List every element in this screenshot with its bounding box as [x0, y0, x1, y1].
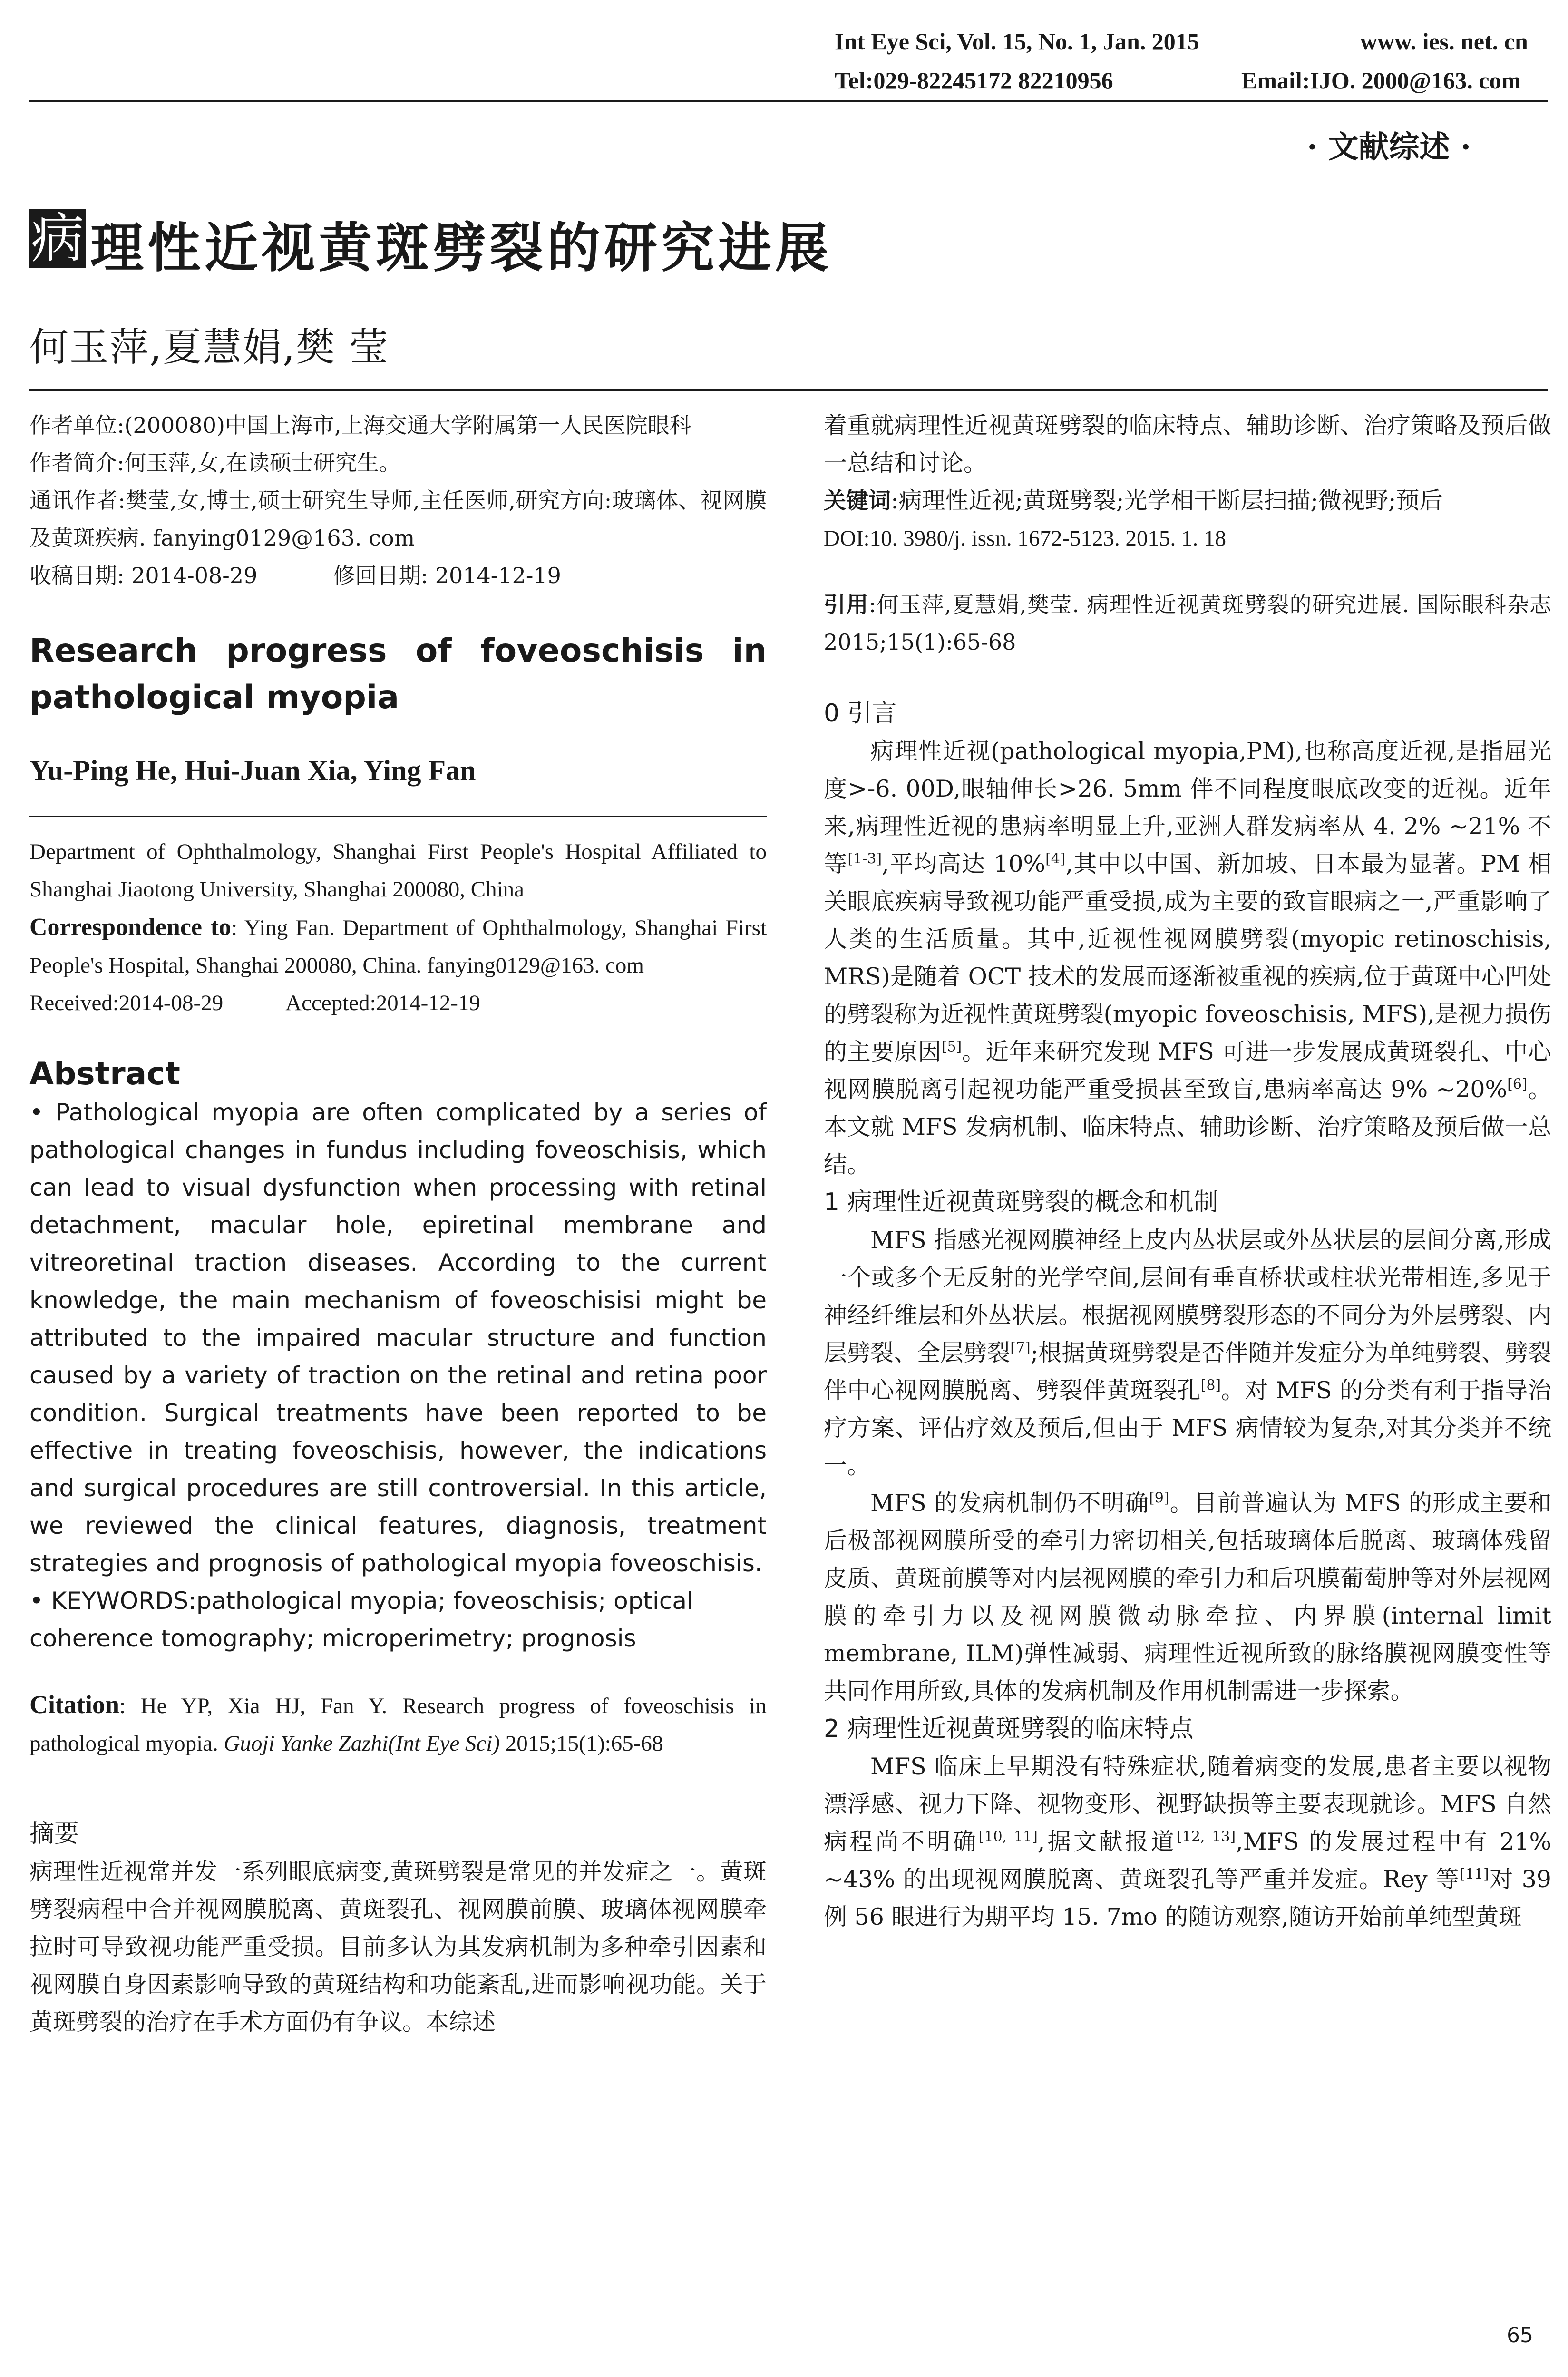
title-rule	[29, 389, 1548, 391]
received-cn: 收稿日期: 2014-08-29	[29, 563, 258, 588]
cite-cn-label: 引用	[824, 592, 869, 617]
en-correspondence	[29, 908, 767, 984]
dates-cn	[29, 557, 767, 594]
page-number: 65	[1507, 2323, 1533, 2348]
keywords-en: • KEYWORDS:pathological myopia; foveoschisis; optical coherence tomography; microperimetry; prognosis	[29, 1587, 693, 1652]
revised-cn: 修回日期: 2014-12-19	[333, 563, 561, 588]
citation-ref: [1-3]	[847, 850, 882, 867]
en-corr-text: : Ying Fan. Department of Ophthalmology, Shanghai First People's Hospital, Shanghai 200080, China. fanying0129@163. com	[29, 916, 767, 978]
en-dates	[29, 984, 767, 1022]
journal-info: Int Eye Sci, Vol. 15, No. 1, Jan. 2015	[835, 28, 1199, 55]
en-authors: Yu-Ping He, Hui-Juan Xia, Ying Fan	[29, 755, 476, 786]
text-run: 。目前普遍认为 MFS 的形成主要和后极部视网膜所受的牵引力密切相关,包括玻璃体后脱离、玻璃体残留皮质、黄斑前膜等对内层视网膜的牵引力和后巩膜葡萄肿等对外层视网膜的牵引力以及视网膜微动脉牵拉、内界膜(internal limit membrane, ILM)弹性减弱、病理性近视所致的脉络膜视网膜变性等共同作用所致,具体的发病机制及作用机制需进一步探索。	[824, 1490, 1551, 1705]
text-run: ,MFS 的发展过程中有 21% ~43% 的出现视网膜脱离、黄斑裂孔等严重并发症。Rey 等	[824, 1828, 1552, 1893]
journal-tel: Tel:029-82245172 82210956	[835, 67, 1113, 94]
doi: DOI:10. 3980/j. issn. 1672-5123. 2015. 1. 18	[824, 526, 1226, 551]
abstract-cn-left: 病理性近视常并发一系列眼底病变,黄斑劈裂是常见的并发症之一。黄斑劈裂病程中合并视网膜脱离、黄斑裂孔、视网膜前膜、玻璃体视网膜牵拉时可导致视功能严重受损。目前多认为其发病机制为多种牵引因素和视网膜自身因素影响导致的黄斑结构和功能紊乱,进而影响视功能。关于黄斑劈裂的治疗在手术方面仍有争议。本综述	[29, 1858, 767, 2036]
header-rule	[29, 100, 1548, 102]
journal-email: Email:IJO. 2000@163. com	[1241, 67, 1521, 94]
citation-ref: [9]	[1149, 1490, 1169, 1507]
left-column	[29, 407, 767, 2041]
text-run: ;根据黄斑劈裂是否伴随并发症分为单纯劈裂、劈裂伴中心视网膜脱离、劈裂伴黄斑裂孔	[824, 1339, 1551, 1404]
section-0-heading: 0 引言	[824, 699, 897, 728]
citation-ref: [12, 13]	[1177, 1828, 1236, 1845]
keywords-cn-label: 关键词	[824, 488, 891, 514]
section-1-heading: 1 病理性近视黄斑劈裂的概念和机制	[824, 1188, 1218, 1217]
en-corr-label: Correspondence to	[29, 914, 232, 941]
keywords-cn	[824, 482, 1551, 520]
title-initial: 病	[29, 209, 86, 268]
text-run: MFS 的发病机制仍不明确	[870, 1490, 1149, 1517]
right-column	[824, 407, 1551, 1936]
page-title: 理性近视黄斑劈裂的研究进展	[90, 217, 832, 279]
en-accepted: Accepted:2014-12-19	[285, 991, 480, 1015]
section-2-para	[824, 1748, 1551, 1936]
text-run: MFS 指感光视网膜神经上皮内丛状层或外丛状层的层间分离,形成一个或多个无反射的光学空间,层间有垂直桥状或柱状光带相连,多见于神经纤维层和外丛状层。根据视网膜劈裂形态的不同分为外层劈裂、内层劈裂、全层劈裂	[824, 1227, 1551, 1366]
en-authors-rule	[29, 816, 767, 817]
citation-text: : He YP, Xia HJ, Fan Y. Research progress of foveoschisis in pathological myopia.	[29, 1694, 767, 1756]
text-run: ,据文献报道	[1037, 1828, 1177, 1855]
journal-website: www. ies. net. cn	[1360, 28, 1528, 55]
text-run: 。近年来研究发现 MFS 可进一步发展成黄斑裂孔、中心视网膜脱离引起视功能严重受损甚至致盲,患病率高达 9% ~20%	[824, 1038, 1551, 1103]
section-0-para	[824, 732, 1551, 1183]
text-run: 对 39 例 56 眼进行为期平均 15. 7mo 的随访观察,随访开始前单纯型黄斑	[824, 1866, 1551, 1930]
en-affiliation: Department of Ophthalmology, Shanghai First People's Hospital Affiliated to Shanghai Jiaotong University, Shanghai 200080, China	[29, 839, 767, 902]
text-run: 。对 MFS 的分类有利于指导治疗方案、评估疗效及预后,但由于 MFS 病情较为复杂,对其分类并不统一。	[824, 1377, 1551, 1479]
abstract-en: • Pathological myopia are often complicated by a series of pathological changes in fundus including foveoschisis, which can lead to visual dysfunction when processing with retinal detachment, macular hole, epiretinal membrane and vitreoretinal traction diseases. According to the current knowledge, the main mechanism of foveoschisisi might be attributed to the impaired macular structure and function caused by a variety of traction on the retinal and retina poor condition. Surgical treatments have been reported to be effective in treating foveoschisis, however, the indications and surgical procedures are still controversial. In this article, we reviewed the clinical features, diagnosis, treatment strategies and prognosis of pathological myopia foveoschisis.	[29, 1099, 767, 1577]
citation-ref: [8]	[1200, 1377, 1221, 1394]
cite-cn-text: :何玉萍,夏慧娟,樊莹. 病理性近视黄斑劈裂的研究进展. 国际眼科杂志 2015;15(1):65-68	[824, 592, 1552, 655]
citation-ref: [4]	[1045, 850, 1066, 867]
citation-en	[29, 1686, 767, 1763]
text-run: 。本文就 MFS 发病机制、临床特点、辅助诊断、治疗策略及预后做一总结。	[824, 1076, 1551, 1178]
citation-tail: 2015;15(1):65-68	[505, 1731, 663, 1756]
bio-cn: 作者简介:何玉萍,女,在读硕士研究生。	[29, 450, 401, 476]
citation-ref: [6]	[1507, 1076, 1528, 1093]
en-received: Received:2014-08-29	[29, 991, 224, 1015]
abstract-cn-heading: 摘要	[29, 1820, 79, 1848]
section-tag: · 文献综述 ·	[1307, 129, 1471, 165]
cite-cn	[824, 586, 1551, 661]
authors-cn: 何玉萍,夏慧娟,樊 莹	[29, 325, 390, 370]
correspondence-cn: 通讯作者:樊莹,女,博士,硕士研究生导师,主任医师,研究方向:玻璃体、视网膜及黄斑疾病. fanying0129@163. com	[29, 487, 767, 551]
citation-ref: [7]	[1010, 1339, 1031, 1356]
text-run: ,其中以中国、新加坡、日本最为显著。PM 相关眼底疾病导致视功能严重受损,成为主要的致盲眼病之一,严重影响了人类的生活质量。其中,近视性视网膜劈裂(myopic retinoschisis, MRS)是随着 OCT 技术的发展而逐渐被重视的疾病,位于黄斑中心凹处的劈裂称为近视性黄斑劈裂(myopic foveoschisis, MFS),是视力损伤的主要原因	[824, 850, 1551, 1065]
citation-ref: [10, 11]	[978, 1828, 1038, 1845]
section-1-para-2	[824, 1484, 1551, 1710]
citation-journal: Guoji Yanke Zazhi(Int Eye Sci)	[224, 1731, 500, 1756]
section-2-heading: 2 病理性近视黄斑劈裂的临床特点	[824, 1715, 1194, 1743]
section-1-para-1	[824, 1221, 1551, 1484]
citation-ref: [5]	[941, 1038, 962, 1055]
citation-ref: [11]	[1460, 1866, 1489, 1883]
abstract-heading: Abstract	[29, 1055, 180, 1092]
keywords-cn-text: :病理性近视;黄斑劈裂;光学相干断层扫描;微视野;预后	[891, 487, 1443, 514]
citation-label: Citation	[29, 1690, 119, 1719]
en-title: Research progress of foveoschisis in pathological myopia	[29, 632, 767, 716]
affiliation-cn: 作者单位:(200080)中国上海市,上海交通大学附属第一人民医院眼科	[29, 412, 691, 438]
text-run: 病理性近视(pathological myopia,PM),也称高度近视,是指屈光度>-6. 00D,眼轴伸长>26. 5mm 伴不同程度眼底改变的近视。近年来,病理性近视的患病率明显上升,亚洲人群发病率从 4. 2% ~21% 不等	[824, 738, 1551, 877]
text-run: MFS 临床上早期没有特殊症状,随着病变的发展,患者主要以视物漂浮感、视力下降、视物变形、视野缺损等主要表现就诊。MFS 自然病程尚不明确	[824, 1753, 1551, 1855]
text-run: ,平均高达 10%	[882, 850, 1046, 877]
abstract-cn-right: 着重就病理性近视黄斑劈裂的临床特点、辅助诊断、治疗策略及预后做一总结和讨论。	[824, 412, 1551, 477]
